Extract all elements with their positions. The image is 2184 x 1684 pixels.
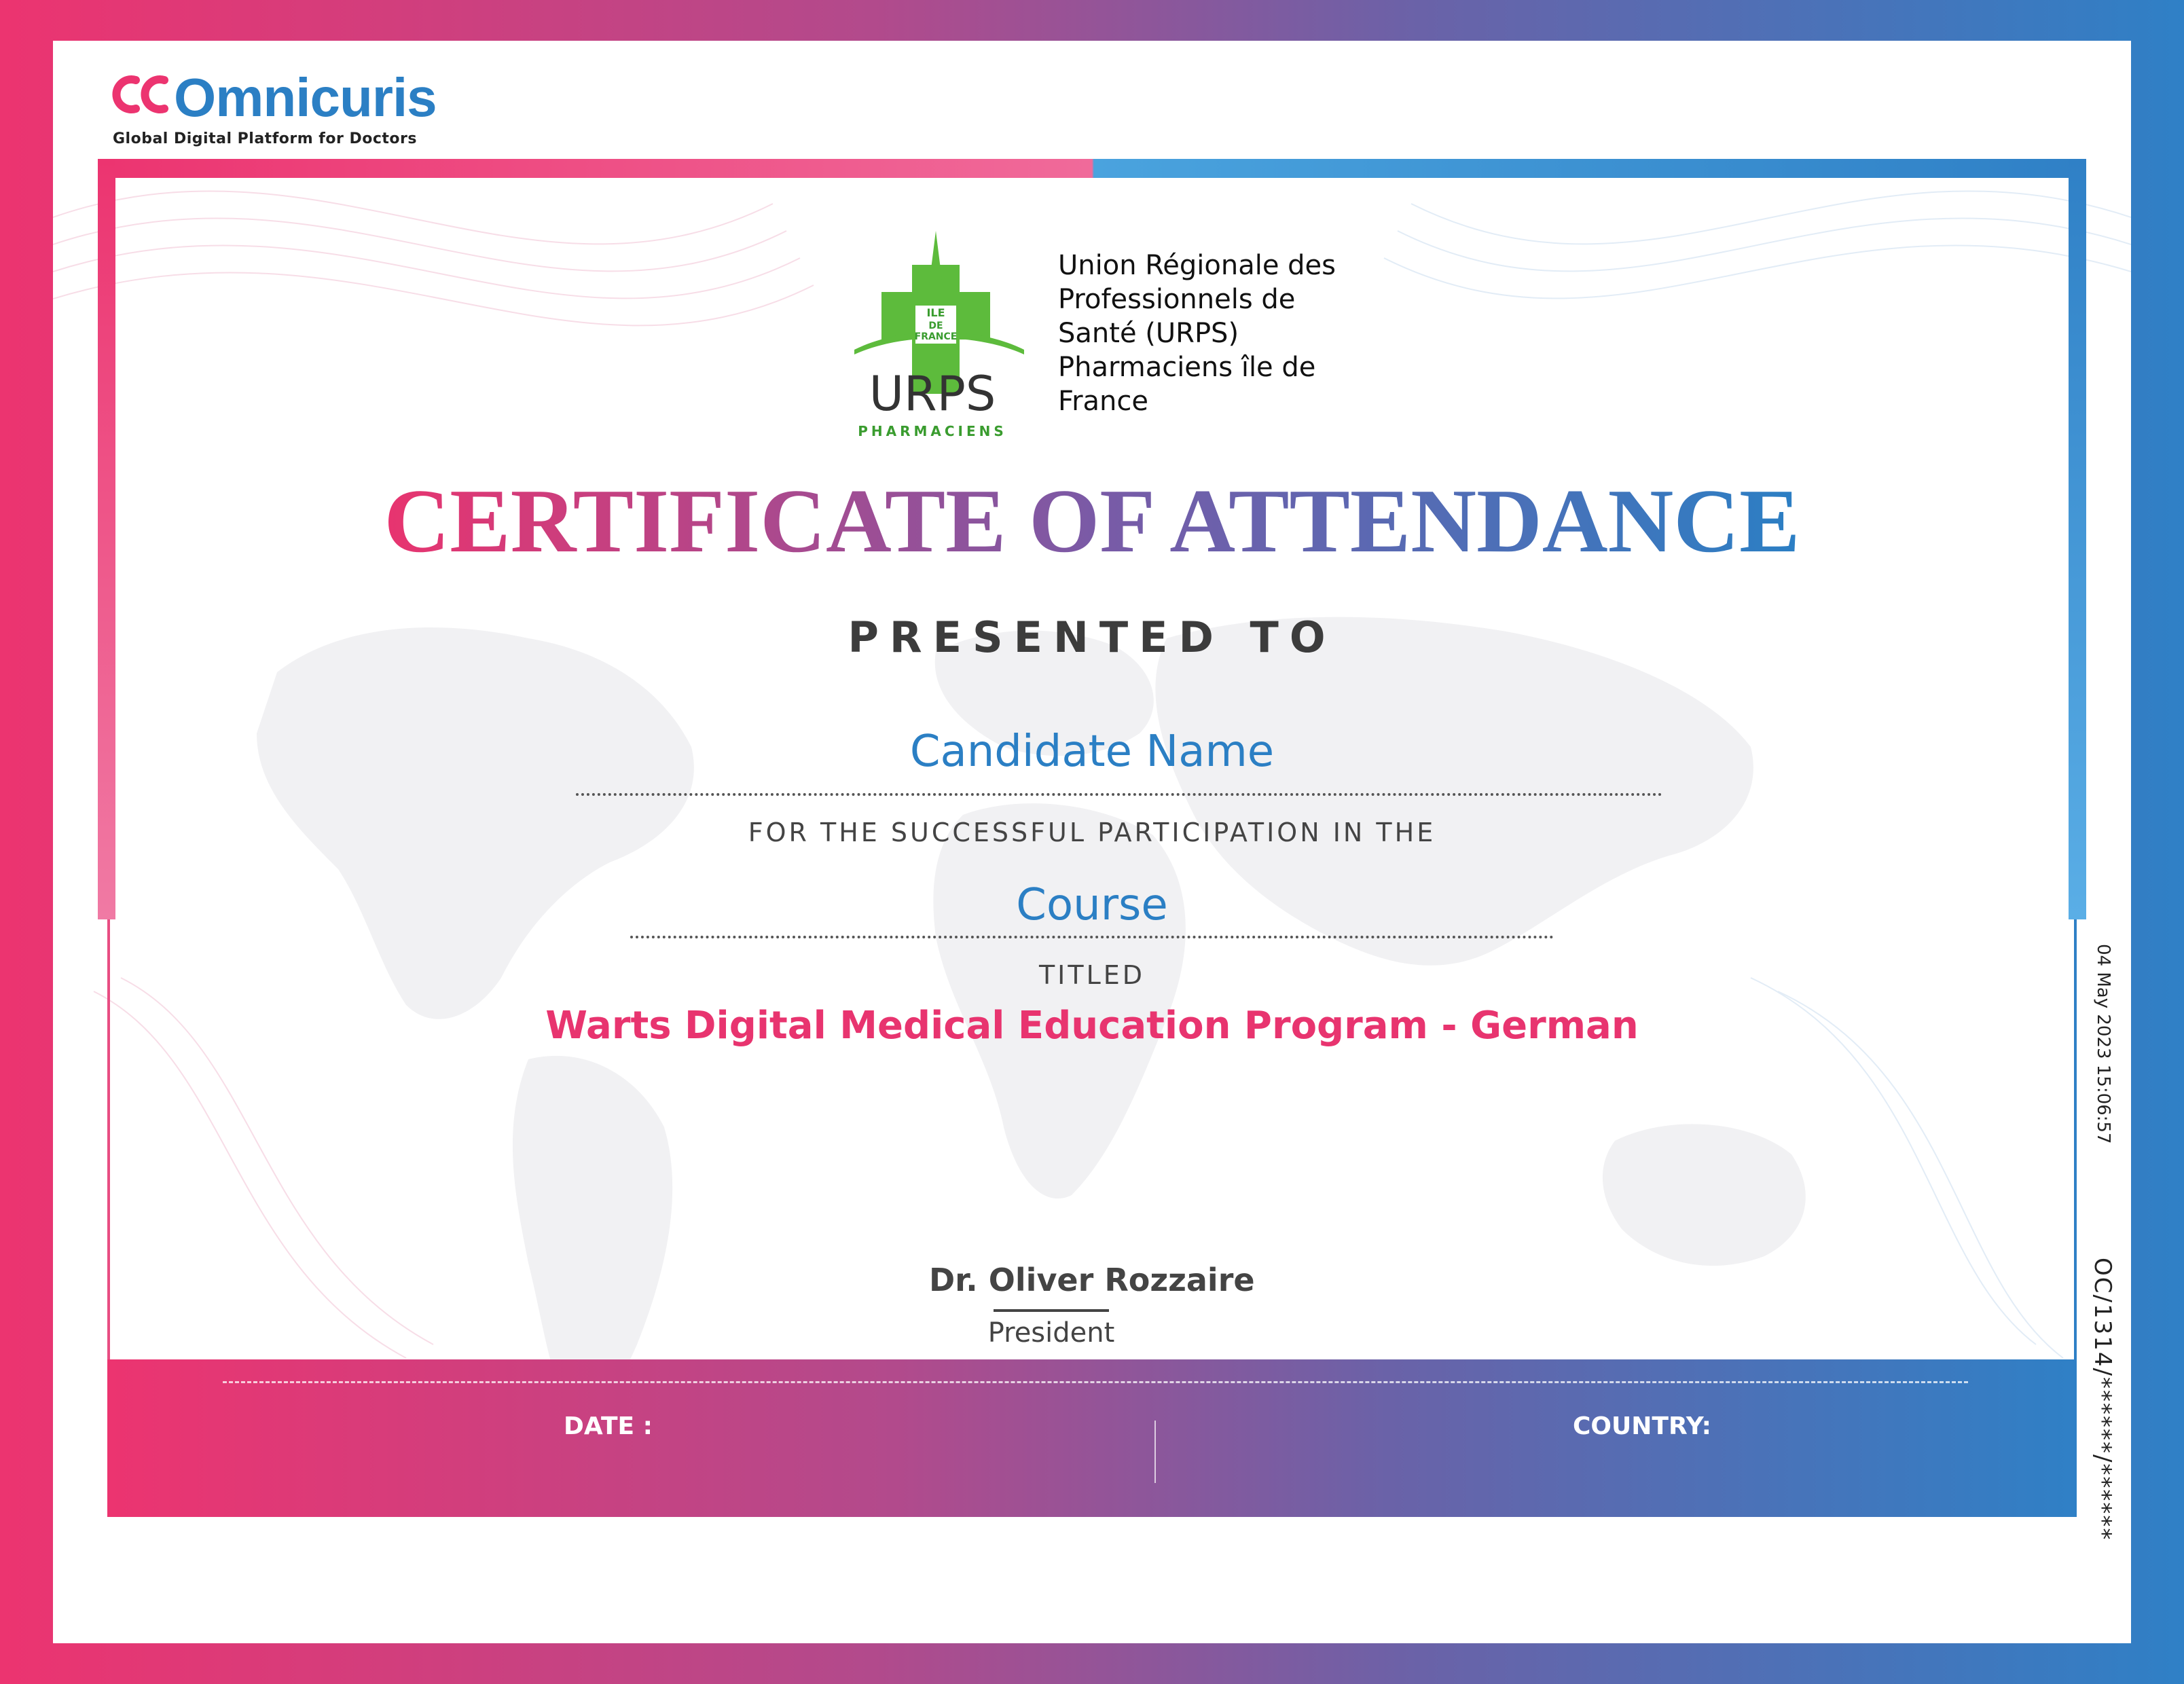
issuer-name-line: Pharmaciens île de [1058, 352, 1316, 383]
presented-to-label: PRESENTED TO [848, 612, 1336, 662]
country-label: COUNTRY: [1573, 1412, 1712, 1440]
titled-label: TITLED [1038, 960, 1146, 990]
issuer-name [1058, 249, 1411, 418]
urps-logo-sub-text: PHARMACIENS [858, 423, 1007, 439]
omnicuris-mark-icon [109, 71, 170, 118]
candidate-name: Candidate Name [909, 727, 1275, 777]
certificate-title [53, 463, 2131, 579]
footer-dashed-divider [223, 1381, 1968, 1383]
urps-pharmaciens-logo [848, 231, 1031, 455]
certificate-paper [53, 41, 2131, 1643]
inner-border-top [98, 159, 2086, 178]
brand-tagline: Global Digital Platform for Doctors [113, 130, 417, 147]
issuer-name-line: Santé (URPS) [1058, 318, 1239, 349]
urps-logo-main-text: URPS [869, 366, 996, 422]
participation-text: FOR THE SUCCESSFUL PARTICIPATION IN THE [748, 818, 1436, 847]
signatory-name: Dr. Oliver Rozzaire [929, 1262, 1255, 1298]
issuer-name-line: Professionnels de [1058, 284, 1296, 315]
issuer-name-line: France [1058, 386, 1149, 417]
course-label: Course [1016, 880, 1168, 930]
footer-band [107, 1359, 2077, 1517]
certificate-id: OC/1314/******/****** [2089, 1258, 2116, 1541]
urps-logo-de-text: DE [928, 321, 943, 331]
signature-line [994, 1309, 1109, 1312]
brand-name: Omnicuris [174, 67, 437, 128]
urps-logo-france-text: FRANCE [914, 331, 958, 342]
issuer-name-line: Union Régionale des [1058, 250, 1336, 281]
date-label: DATE : [564, 1412, 653, 1440]
inner-border-left-line [107, 919, 110, 1395]
program-name: Warts Digital Medical Education Program - German [545, 1004, 1639, 1048]
signatory-role: President [987, 1317, 1115, 1349]
candidate-name-underline [576, 793, 1662, 796]
course-underline [630, 936, 1554, 938]
inner-border-right-line [2074, 919, 2077, 1395]
issue-timestamp: 04 May 2023 15:06:57 [2093, 944, 2113, 1144]
urps-logo-ile-text: ILE [926, 306, 945, 319]
footer-separator [1154, 1421, 1156, 1483]
certificate-title-text: CERTIFICATE OF ATTENDANCE [384, 471, 1800, 571]
